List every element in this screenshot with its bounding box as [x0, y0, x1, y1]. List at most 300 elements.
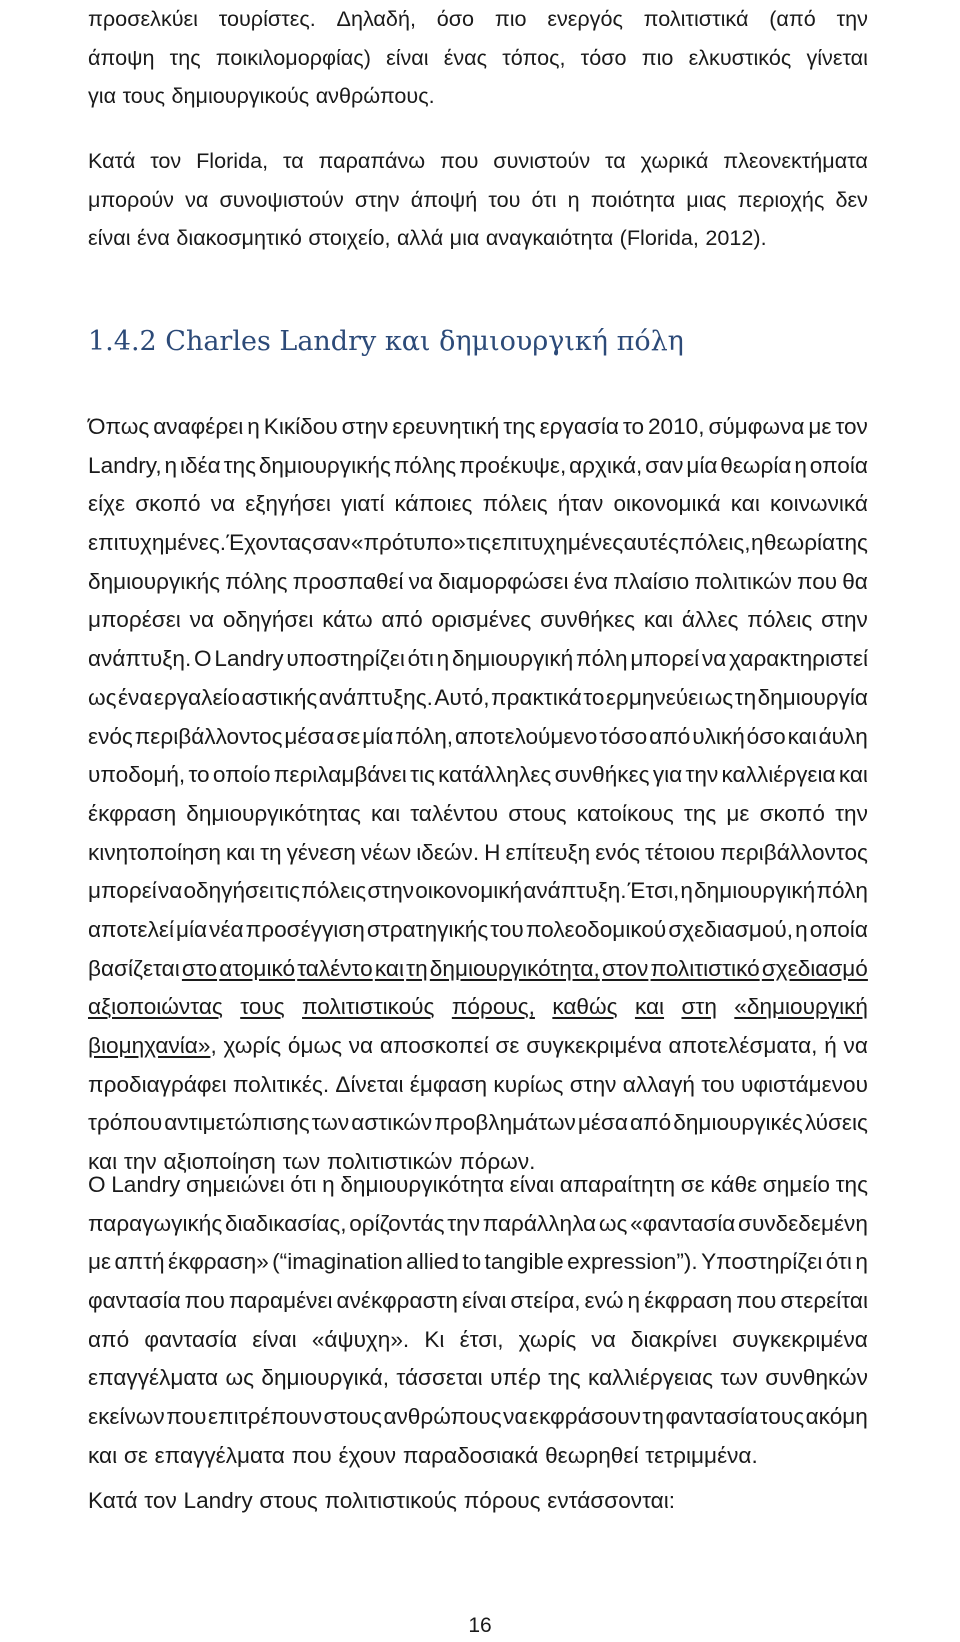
text-line: [88, 950, 868, 989]
word: η: [795, 916, 808, 942]
word: Ο: [194, 646, 212, 672]
word: συνθήκες: [540, 607, 636, 633]
word: συγκεκριμένα: [732, 1326, 868, 1352]
word: σαν: [645, 452, 684, 478]
text-line: [88, 872, 868, 911]
word: και: [730, 491, 760, 517]
word: άυλη: [818, 723, 868, 749]
word: ακόμη: [805, 1404, 868, 1430]
word: τον: [150, 148, 182, 173]
word: η: [164, 452, 178, 478]
text-line: [88, 1398, 868, 1437]
word: τους: [759, 1404, 805, 1430]
word: χαρακτηριστεί: [729, 646, 868, 672]
word: στην: [569, 1071, 617, 1097]
word: οποία: [809, 916, 868, 942]
word: αλλαγή: [622, 1071, 695, 1097]
word: ανθρώπους.: [315, 83, 435, 109]
text-line: [88, 0, 868, 39]
word: ενός: [88, 723, 133, 749]
text-line: [88, 756, 868, 795]
text-line: [88, 1482, 868, 1521]
word: συνιστούν: [493, 148, 591, 173]
word: Έτσι,: [627, 878, 680, 904]
word: Κι: [424, 1326, 445, 1352]
word: ανάπτυξης.: [318, 684, 433, 710]
word: στους: [508, 800, 567, 826]
word: Έχοντας: [226, 530, 312, 556]
word: υποστηρίζει: [286, 646, 405, 672]
word: ελκυστικός: [688, 44, 792, 70]
word: παραπάνω: [318, 148, 426, 173]
word: στείρα,: [510, 1288, 581, 1314]
word: έχουν: [338, 1442, 397, 1468]
word: αλλά: [396, 225, 444, 251]
word: σημείο: [762, 1172, 830, 1197]
word: τους: [122, 83, 166, 109]
word: αξιοποιώντας: [88, 994, 223, 1020]
word: τη: [734, 684, 757, 710]
word: ορισμένες: [431, 607, 532, 633]
word: θα: [842, 568, 868, 594]
text-line: [88, 834, 868, 873]
word: η: [567, 186, 580, 212]
text-line: [88, 39, 868, 78]
word: της: [835, 1172, 868, 1197]
word: και: [225, 839, 256, 865]
word: μέσα: [577, 1110, 628, 1136]
word: ταλέντου: [410, 800, 499, 826]
word: κινητοποίηση: [88, 839, 221, 865]
text-line: [88, 563, 868, 602]
word: μπορέσει: [88, 607, 181, 633]
word: των: [311, 1110, 350, 1136]
word: to: [462, 1249, 482, 1275]
word: στο: [181, 955, 218, 981]
word: ότι: [290, 1172, 317, 1197]
word: μια: [449, 225, 480, 251]
word: προέκυψε,: [459, 452, 567, 478]
word: προσελκύει: [88, 6, 198, 31]
text-line: [88, 1205, 868, 1244]
word: να: [701, 646, 727, 672]
word: να: [189, 607, 215, 633]
word: ανέκφραστη: [336, 1288, 458, 1314]
word: μία: [176, 916, 208, 942]
text-line: [88, 1359, 868, 1398]
text-line: [88, 408, 868, 447]
word: Κατά: [88, 148, 136, 173]
word: αντιμετώπισης: [164, 1110, 310, 1136]
word: προβλημάτων: [434, 1110, 576, 1136]
word: και: [634, 994, 665, 1020]
word: δημιουργικά,: [261, 1365, 390, 1391]
word: η: [680, 878, 693, 904]
word: στρατηγικής: [366, 916, 489, 942]
text-line: [88, 1437, 868, 1476]
word: 2012).: [705, 225, 767, 251]
word: αποτελεί: [88, 916, 174, 942]
word: ένα: [117, 684, 153, 710]
word: που: [166, 1404, 207, 1430]
word: ποιότητα: [590, 186, 676, 212]
word: την: [836, 6, 868, 31]
word: «πρότυπο»: [350, 530, 466, 556]
word: φαντασία: [665, 1404, 759, 1430]
word: να: [843, 1033, 868, 1058]
word: μία: [362, 723, 394, 749]
word: τρόπου: [88, 1110, 163, 1136]
word: περιοχής: [737, 186, 825, 212]
word: στους: [323, 1404, 382, 1430]
word: για: [88, 83, 117, 109]
word: υφιστάμενου: [741, 1071, 868, 1097]
word: είναι: [88, 225, 131, 251]
text-line: [88, 1243, 868, 1282]
word: που: [796, 568, 838, 594]
word: σχεδιασμό: [761, 955, 868, 981]
word: είναι: [252, 1326, 297, 1352]
word: κυρίως: [493, 1071, 564, 1097]
word: βασίζεται: [88, 955, 180, 981]
word: έτσι,: [459, 1326, 504, 1352]
word: από: [649, 723, 691, 749]
word: εντάσσονται:: [547, 1488, 676, 1513]
word: στους: [259, 1488, 318, 1513]
word: περιλαμβάνει: [273, 762, 407, 788]
word: θεωρία: [763, 530, 836, 556]
text-line: [88, 1166, 868, 1205]
word: επιτρέπουν: [207, 1404, 322, 1430]
word: πολιτικών: [694, 568, 792, 594]
word: που: [736, 1288, 777, 1314]
word: βιομηχανία»,: [88, 1033, 217, 1058]
word: δημιουργικής: [88, 568, 221, 594]
word: το: [622, 414, 645, 439]
word: εργαλείο: [153, 684, 241, 710]
word: παραμένει: [228, 1288, 333, 1314]
word: σχεδιασμού,: [668, 916, 794, 942]
word: αξιοποίηση: [163, 1149, 276, 1175]
word: το: [583, 684, 605, 710]
word: και: [787, 723, 817, 749]
word: δημιουργική: [694, 878, 816, 904]
word: τους: [240, 994, 285, 1020]
word: (από: [769, 6, 816, 31]
word: κοινωνικά: [770, 491, 868, 517]
word: την: [835, 800, 868, 826]
word: Landry,: [88, 452, 162, 478]
word: συνδεδεμένη: [738, 1210, 868, 1236]
word: σημειώνει: [185, 1172, 285, 1197]
word: πλαίσιο: [613, 568, 690, 594]
word: τη: [260, 839, 282, 865]
text-line: [88, 1282, 868, 1321]
word: «φαντασία: [630, 1210, 736, 1236]
word: ιδέα: [179, 452, 221, 478]
word: Η: [484, 839, 501, 865]
word: Landry: [214, 646, 284, 672]
word: μιας: [686, 186, 727, 212]
word: την: [447, 1210, 480, 1236]
word: σε: [680, 1172, 705, 1197]
word: ερμηνεύει: [605, 684, 704, 710]
section-heading: 1.4.2 Charles Landry και δημιουργική πόλη: [88, 326, 684, 357]
word: καλλιέργεια: [721, 762, 836, 788]
word: της: [223, 452, 256, 478]
word: όμως: [287, 1033, 342, 1058]
word: τον: [835, 414, 868, 439]
word: περιβάλλοντος: [134, 723, 283, 749]
word: οποίο: [212, 762, 271, 788]
word: να: [348, 1033, 374, 1058]
word: με: [726, 800, 750, 826]
word: κάποιες: [394, 491, 473, 517]
word: μπορεί: [630, 646, 700, 672]
word: απτή: [114, 1249, 165, 1275]
word: σκοπό: [759, 800, 825, 826]
word: τέτοιου: [645, 839, 716, 865]
word: κατοίκους: [576, 800, 674, 826]
word: γένεση: [286, 839, 356, 865]
text-line: [88, 911, 868, 950]
word: η: [750, 530, 764, 556]
word: δημιουργικότητα: [340, 1172, 505, 1197]
text-line: [88, 988, 868, 1027]
word: πόλεις,: [679, 530, 751, 556]
word: αποτελέσματα,: [668, 1033, 818, 1058]
word: πολεοδομικού: [525, 916, 667, 942]
word: ανθρώπους: [383, 1404, 502, 1430]
word: και: [838, 762, 868, 788]
word: οικονομικά: [613, 491, 721, 517]
word: επιτυχημένες.: [88, 530, 227, 556]
word: ή: [824, 1033, 837, 1058]
word: στοιχείο,: [308, 225, 391, 251]
word: αναφέρει: [153, 414, 244, 439]
word: έμφαση: [409, 1071, 488, 1097]
word: της: [683, 800, 717, 826]
word: με: [88, 1249, 112, 1275]
word: τα: [605, 148, 626, 173]
text-line: [88, 640, 868, 679]
word: πόλης: [393, 452, 457, 478]
word: tangible: [484, 1249, 564, 1275]
word: δημιουργικής: [258, 452, 391, 478]
word: ανάπτυξη.: [523, 878, 627, 904]
text-line: [88, 142, 868, 181]
word: μπορούν: [88, 186, 174, 212]
word: περιβάλλοντος: [720, 839, 868, 865]
intro-paragraph: [88, 0, 868, 116]
word: Αυτό,: [434, 684, 490, 710]
word: ως: [704, 684, 734, 710]
word: τον: [144, 1488, 177, 1513]
word: παράλληλα: [482, 1210, 597, 1236]
word: ήταν: [557, 491, 604, 517]
word: εκείνων: [88, 1404, 165, 1430]
word: πόλης: [225, 568, 288, 594]
word: καθώς: [552, 994, 618, 1020]
landry-paragraph: [88, 408, 868, 1182]
word: πολιτιστικούς: [302, 994, 435, 1020]
word: από: [630, 1110, 672, 1136]
word: σύμφωνα: [708, 414, 805, 439]
word: θεωρία: [720, 452, 792, 478]
word: συνοψιστούν: [219, 186, 344, 212]
word: ανάπτυξη.: [88, 646, 192, 672]
word: δημιουργία: [757, 684, 868, 710]
word: μέσα: [284, 723, 335, 749]
word: όσο: [436, 6, 475, 31]
word: ορίζοντάς: [349, 1210, 445, 1236]
word: η: [247, 414, 260, 439]
word: προσπαθεί: [292, 568, 404, 594]
word: ένα: [136, 225, 170, 251]
word: πλεονεκτήματα: [723, 148, 868, 173]
word: τη: [406, 955, 428, 981]
word: θεωρηθεί: [545, 1442, 639, 1468]
word: για: [652, 762, 683, 788]
word: όσο: [746, 723, 786, 749]
word: δημιουργικούς: [171, 83, 310, 109]
word: τόπος,: [502, 44, 566, 70]
word: τάσσεται: [396, 1365, 483, 1391]
word: η: [794, 452, 807, 478]
word: ως: [225, 1365, 255, 1391]
text-line: [88, 77, 868, 116]
word: έκφραση: [88, 800, 177, 826]
word: Ο: [88, 1172, 106, 1197]
word: Κικίδου: [263, 414, 338, 439]
word: τετριμμένα.: [645, 1442, 758, 1468]
word: και: [88, 1149, 118, 1175]
word: πολιτιστικούς: [324, 1488, 457, 1513]
word: και: [370, 800, 401, 826]
word: τις: [410, 762, 435, 788]
word: υποδομή,: [88, 762, 186, 788]
text-line: [88, 219, 868, 258]
word: επαγγέλματα: [88, 1365, 219, 1391]
word: στην: [367, 878, 415, 904]
word: σε: [495, 1033, 520, 1058]
word: να: [185, 186, 209, 212]
word: υλική: [692, 723, 745, 749]
word: των: [720, 1365, 758, 1391]
word: επίτευξη: [505, 839, 591, 865]
word: έκφραση: [644, 1288, 733, 1314]
word: πόλεις: [747, 607, 813, 633]
word: από: [381, 607, 423, 633]
word: (Florida,: [619, 225, 699, 251]
word: Florida,: [196, 148, 269, 173]
word: οδηγήσει: [183, 878, 275, 904]
word: λύσεις: [804, 1110, 868, 1136]
word: τα: [282, 148, 304, 173]
word: χωρίς: [518, 1326, 577, 1352]
word: αρχικά,: [569, 452, 643, 478]
word: είναι: [509, 1172, 555, 1197]
word: σκοπό: [135, 491, 201, 517]
word: και: [88, 1442, 118, 1468]
word: αποτελούμενο: [454, 723, 598, 749]
word: πολιτιστικό: [650, 955, 760, 981]
word: πιο: [641, 44, 674, 70]
text-line: [88, 485, 868, 524]
word: ένα: [573, 568, 608, 594]
word: κάτω: [322, 607, 373, 633]
word: είναι: [386, 44, 429, 70]
word: χωρίς: [223, 1033, 282, 1058]
word: Όπως: [88, 414, 150, 439]
word: της: [548, 1365, 581, 1391]
word: Δίνεται: [335, 1071, 404, 1097]
word: αυτές: [623, 530, 679, 556]
word: η: [322, 1172, 335, 1197]
word: κάθε: [710, 1172, 758, 1197]
word: γιατί: [341, 491, 385, 517]
word: δημιουργικότητας: [186, 800, 361, 826]
word: μία: [686, 452, 718, 478]
word: να: [408, 568, 434, 594]
text-line: [88, 524, 868, 563]
word: και: [643, 607, 673, 633]
word: τη: [642, 1404, 664, 1430]
word: ένας: [443, 44, 488, 70]
word: συγκεκριμένα: [526, 1033, 662, 1058]
word: δημιουργικότητα,: [429, 955, 600, 981]
word: απαραίτητη: [559, 1172, 676, 1197]
word: πιο: [494, 6, 527, 31]
word: ερευνητική: [392, 414, 500, 439]
word: χωρικά: [640, 148, 709, 173]
word: ότι: [407, 646, 434, 672]
word: να: [210, 491, 236, 517]
word: να: [157, 878, 183, 904]
word: νέων: [360, 839, 412, 865]
word: δεν: [835, 186, 868, 212]
word: διαμορφώσει: [438, 568, 569, 594]
creativity-paragraph: [88, 1166, 868, 1476]
word: εργασία: [539, 414, 619, 439]
word: άποψή: [410, 186, 478, 212]
word: τις: [275, 878, 301, 904]
page-number: 16: [468, 1614, 492, 1637]
word: μπορεί: [88, 878, 157, 904]
word: σε: [123, 1442, 148, 1468]
word: αστικής: [241, 684, 318, 710]
word: στερείται: [780, 1288, 868, 1314]
word: τόσο: [580, 44, 627, 70]
word: πόρους: [463, 1488, 541, 1513]
word: την: [685, 762, 719, 788]
word: συνθηκών: [765, 1365, 868, 1391]
word: allied: [406, 1249, 459, 1275]
word: κατάλληλες: [438, 762, 552, 788]
word: πόλη: [816, 878, 868, 904]
word: «δημιουργική: [734, 994, 868, 1020]
word: πόρους,: [451, 994, 535, 1020]
word: η: [627, 1288, 641, 1314]
word: επαγγέλματα: [154, 1442, 285, 1468]
word: προδιαγράφει: [88, 1071, 227, 1097]
word: παραδοσιακά: [402, 1442, 539, 1468]
word: στην: [341, 414, 389, 439]
word: που: [291, 1442, 332, 1468]
text-line: [88, 679, 868, 718]
word: ατομικό: [219, 955, 296, 981]
word: υπέρ: [490, 1365, 541, 1391]
